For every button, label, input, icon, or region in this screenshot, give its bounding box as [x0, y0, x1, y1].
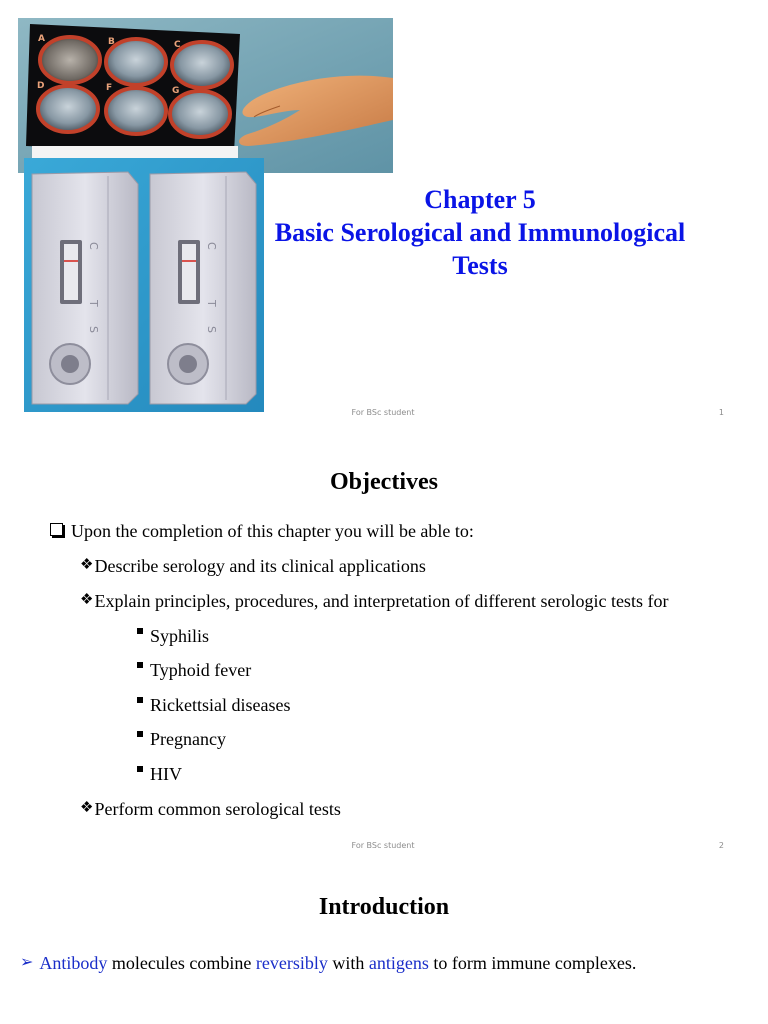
intro-text-part: molecules combine: [107, 953, 256, 973]
svg-text:T: T: [205, 300, 218, 307]
checkbox-bullet-icon: [50, 523, 63, 536]
slide-number: 2: [718, 841, 724, 850]
test-type-item: [137, 763, 182, 785]
slide-heading: Introduction: [318, 894, 450, 920]
svg-text:S: S: [87, 326, 100, 333]
svg-text:B: B: [108, 37, 115, 47]
square-bullet-icon: [137, 766, 143, 772]
square-bullet-icon: [137, 662, 143, 668]
slide-footer: For BSc student: [351, 408, 415, 417]
objective-item: [80, 798, 341, 822]
square-bullet-icon: [137, 731, 143, 737]
svg-text:S: S: [205, 326, 218, 333]
objective-text: Perform common serological tests: [94, 799, 341, 819]
objectives-intro-text: Upon the completion of this chapter you will be able to:: [71, 521, 474, 541]
objective-text: Describe serology and its clinical applications: [94, 556, 426, 576]
test-type-item: [137, 659, 251, 681]
chapter-title-line-1: Chapter 5: [424, 185, 536, 214]
objectives-intro-item: [50, 520, 474, 542]
rapid-test-cassettes-photo: [24, 158, 264, 412]
slide-3: [0, 864, 768, 1024]
objective-text: Explain principles, procedures, and interpretation of different serologic tests for: [94, 591, 669, 611]
svg-text:G: G: [172, 86, 180, 96]
svg-text:F: F: [106, 83, 113, 93]
intro-text-part: to form immune complexes.: [428, 953, 637, 973]
objective-item: [80, 590, 668, 614]
keyword-antigens: antigens: [368, 953, 429, 973]
chapter-title-line-2: Basic Serological and Immunological: [274, 218, 686, 247]
test-type-item: [137, 728, 226, 750]
chapter-title-line-3: Tests: [452, 251, 508, 280]
slide-number: 1: [718, 408, 724, 417]
test-type-text: Syphilis: [150, 626, 210, 646]
square-bullet-icon: [137, 697, 143, 703]
keyword-antibody: Antibody: [39, 953, 108, 973]
test-type-text: Pregnancy: [150, 729, 226, 749]
svg-text:D: D: [37, 81, 45, 91]
slide-1: [0, 0, 768, 432]
svg-text:T: T: [87, 300, 100, 307]
keyword-reversibly: reversibly: [255, 953, 328, 973]
svg-text:C: C: [205, 242, 218, 250]
agglutination-plate-photo: [18, 18, 393, 173]
test-type-item: [137, 694, 290, 716]
test-type-item: [137, 625, 209, 647]
chapter-title: [262, 183, 698, 282]
test-type-text: HIV: [150, 764, 182, 784]
diamond-bullet-icon: ❖: [80, 592, 94, 608]
svg-text:A: A: [38, 34, 45, 44]
square-bullet-icon: [137, 628, 143, 634]
intro-bullet-item: [20, 953, 636, 974]
arrow-bullet-icon: ➢: [20, 954, 34, 971]
svg-text:C: C: [87, 242, 100, 250]
diamond-bullet-icon: ❖: [80, 557, 94, 573]
objective-item: [80, 555, 426, 579]
intro-text-part: with: [327, 953, 369, 973]
test-type-text: Typhoid fever: [150, 660, 252, 680]
slide-heading: Objectives: [330, 469, 438, 495]
slide-footer: For BSc student: [351, 841, 415, 850]
test-type-text: Rickettsial diseases: [150, 695, 291, 715]
diamond-bullet-icon: ❖: [80, 800, 94, 816]
svg-text:C: C: [174, 40, 181, 50]
slide-2: [0, 432, 768, 864]
